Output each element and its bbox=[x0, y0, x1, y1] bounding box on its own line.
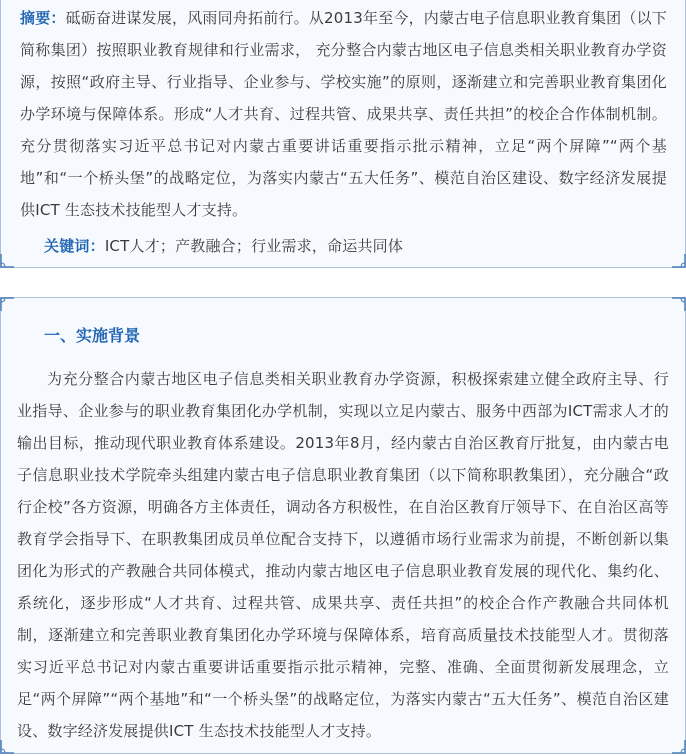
corner-ornament bbox=[672, 740, 686, 754]
keywords-line bbox=[44, 230, 403, 262]
keywords-value: ICT人才；产教融合；行业需求，命运共同体 bbox=[104, 237, 404, 255]
abstract-paragraph bbox=[20, 2, 667, 219]
keywords-label: 关键词： bbox=[44, 237, 105, 255]
abstract-label: 摘要： bbox=[20, 9, 66, 27]
abstract-body: 砥砺奋进谋发展，风雨同舟拓前行。从2013年至今，内蒙古电子信息职业教育集团（以下简称集团）按照职业教育规律和行业需求， 充分整合内蒙古地区电子信息类相关职业教育办学资源，按照“政府主导、行业指导、企业参与、学校实施”的原则，逐渐建立和完善职业教育集团化办学环境与保障体系。形成“人才共育、过程共管、成果共享、责任共担”的校企合作体制机制。充分贯彻落实习近平总书记对内蒙古重要讲话重要指示批示精神，立足“两个屏障”“两个基地”和“一个桥头堡”的战略定位，为落实内蒙古“五大任务”、模范自治区建设、数字经济发展提供ICT 生态技术技能型人才支持。 bbox=[20, 9, 667, 219]
corner-ornament bbox=[672, 297, 686, 311]
corner-ornament bbox=[0, 254, 14, 268]
section-paragraph: 为充分整合内蒙古地区电子信息类相关职业教育办学资源，积极探索建立健全政府主导、行业指导、企业参与的职业教育集团化办学机制，实现以立足内蒙古、服务中西部为ICT需求人才的输出目标，推动现代职业教育体系建设。2013年8月，经内蒙古自治区教育厅批复，由内蒙古电子信息职业技术学院牵头组建内蒙古电子信息职业教育集团（以下简称职教集团），充分融合“政行企校”各方资源，明确各方主体责任，调动各方积极性，在自治区教育厅领导下、在自治区高等教育学会指导下、在职教集团成员单位配合支持下，以遵循市场行业需求为前提，不断创新以集团化为形式的产教融合共同体模式，推动内蒙古地区电子信息职业教育发展的现代化、集约化、系统化，逐步形成“人才共育、过程共管、成果共享、责任共担”的校企合作产教融合共同体机制，逐渐建立和完善职业教育集团化办学环境与保障体系，培育高质量技术技能型人才。贯彻落实习近平总书记对内蒙古重要讲话重要指示批示精神，完整、准确、全面贯彻新发展理念，立足“两个屏障”“两个基地”和“一个桥头堡”的战略定位，为落实内蒙古“五大任务”、模范自治区建设、数字经济发展提供ICT 生态技术技能型人才支持。 bbox=[17, 370, 669, 740]
corner-ornament bbox=[0, 740, 14, 754]
corner-ornament bbox=[672, 254, 686, 268]
section-heading: 一、实施背景 bbox=[44, 326, 141, 345]
corner-ornament bbox=[0, 297, 14, 311]
